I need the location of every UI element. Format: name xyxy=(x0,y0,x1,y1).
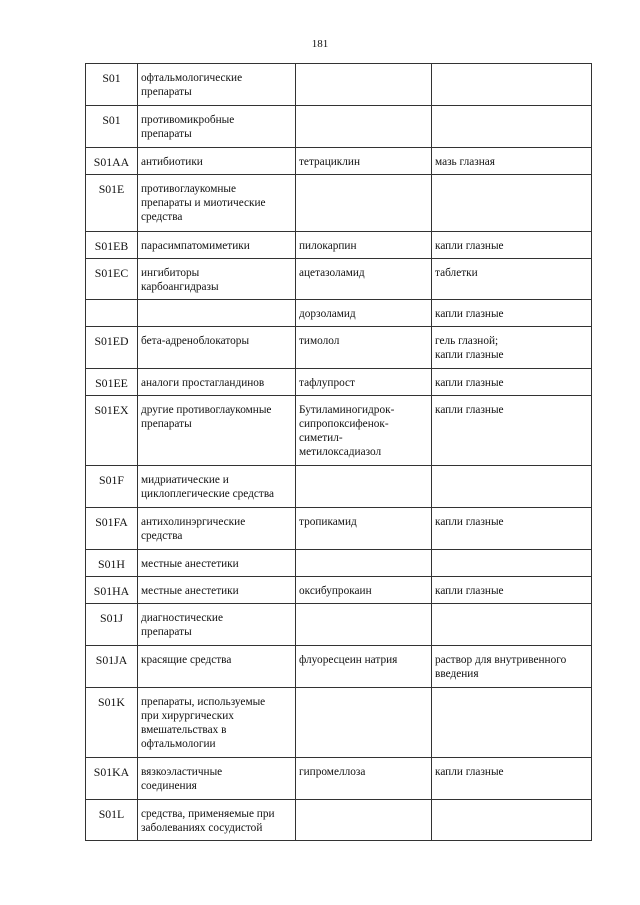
atc-code-cell: S01 xyxy=(86,106,138,148)
group-name-cell: вязкоэластичные соединения xyxy=(138,758,296,800)
drug-name-cell xyxy=(296,604,432,646)
dosage-form-cell xyxy=(432,550,592,577)
table-row xyxy=(86,604,592,646)
group-name-cell: противоглаукомные препараты и миотические средства xyxy=(138,175,296,232)
drug-name-cell: гипромеллоза xyxy=(296,758,432,800)
drug-name-cell: тафлупрост xyxy=(296,369,432,396)
group-name-cell xyxy=(138,300,296,327)
group-name-cell: препараты, используемые при хирургических вмешательствах в офтальмологии xyxy=(138,688,296,758)
atc-code-cell: S01E xyxy=(86,175,138,232)
atc-code-cell: S01KA xyxy=(86,758,138,800)
table-row xyxy=(86,259,592,300)
dosage-form-cell: капли глазные xyxy=(432,369,592,396)
group-name-cell: ингибиторы карбоангидразы xyxy=(138,259,296,300)
table-row xyxy=(86,800,592,841)
table-row xyxy=(86,758,592,800)
table-row xyxy=(86,232,592,259)
group-name-cell: другие противоглаукомные препараты xyxy=(138,396,296,466)
dosage-form-cell: капли глазные xyxy=(432,508,592,550)
table-row xyxy=(86,688,592,758)
dosage-form-cell xyxy=(432,64,592,106)
table-row xyxy=(86,327,592,369)
group-name-cell: мидриатические и циклоплегические средства xyxy=(138,466,296,508)
dosage-form-cell xyxy=(432,604,592,646)
atc-code-cell: S01EC xyxy=(86,259,138,300)
table-row xyxy=(86,106,592,148)
table-row xyxy=(86,175,592,232)
drug-name-cell xyxy=(296,466,432,508)
atc-code-cell: S01 xyxy=(86,64,138,106)
atc-code-cell: S01JA xyxy=(86,646,138,688)
group-name-cell: офтальмологические препараты xyxy=(138,64,296,106)
drug-name-cell: ацетазоламид xyxy=(296,259,432,300)
dosage-form-cell: таблетки xyxy=(432,259,592,300)
group-name-cell: диагностические препараты xyxy=(138,604,296,646)
table-row xyxy=(86,550,592,577)
drug-name-cell: флуоресцеин натрия xyxy=(296,646,432,688)
dosage-form-cell xyxy=(432,175,592,232)
table-row xyxy=(86,508,592,550)
drug-name-cell xyxy=(296,64,432,106)
group-name-cell: бета-адреноблокаторы xyxy=(138,327,296,369)
atc-code-cell xyxy=(86,300,138,327)
table-row xyxy=(86,466,592,508)
drug-name-cell: тетрациклин xyxy=(296,148,432,175)
dosage-form-cell xyxy=(432,106,592,148)
atc-code-cell: S01L xyxy=(86,800,138,841)
group-name-cell: антибиотики xyxy=(138,148,296,175)
dosage-form-cell: капли глазные xyxy=(432,758,592,800)
group-name-cell: местные анестетики xyxy=(138,577,296,604)
group-name-cell: антихолинэргические средства xyxy=(138,508,296,550)
drug-name-cell xyxy=(296,800,432,841)
group-name-cell: средства, применяемые при заболеваниях сосудистой xyxy=(138,800,296,841)
drug-name-cell: пилокарпин xyxy=(296,232,432,259)
table-row xyxy=(86,577,592,604)
atc-code-cell: S01H xyxy=(86,550,138,577)
drug-name-cell: дорзоламид xyxy=(296,300,432,327)
dosage-form-cell: капли глазные xyxy=(432,232,592,259)
drug-name-cell xyxy=(296,688,432,758)
group-name-cell: местные анестетики xyxy=(138,550,296,577)
dosage-form-cell: раствор для внутривенного введения xyxy=(432,646,592,688)
table-body xyxy=(86,64,592,841)
group-name-cell: парасимпатомиметики xyxy=(138,232,296,259)
table-row xyxy=(86,64,592,106)
drug-classification-table xyxy=(85,63,592,841)
drug-name-cell: оксибупрокаин xyxy=(296,577,432,604)
dosage-form-cell xyxy=(432,466,592,508)
atc-code-cell: S01J xyxy=(86,604,138,646)
drug-name-cell: тимолол xyxy=(296,327,432,369)
drug-name-cell xyxy=(296,550,432,577)
atc-code-cell: S01EB xyxy=(86,232,138,259)
dosage-form-cell: капли глазные xyxy=(432,300,592,327)
dosage-form-cell xyxy=(432,688,592,758)
page-number: 181 xyxy=(311,38,329,50)
atc-code-cell: S01ED xyxy=(86,327,138,369)
atc-code-cell: S01EX xyxy=(86,396,138,466)
dosage-form-cell: гель глазной; капли глазные xyxy=(432,327,592,369)
drug-name-cell xyxy=(296,175,432,232)
table-row xyxy=(86,300,592,327)
atc-code-cell: S01AA xyxy=(86,148,138,175)
drug-name-cell: Бутиламиногидрок- сипропоксифенок- симетил- метилоксадиазол xyxy=(296,396,432,466)
group-name-cell: красящие средства xyxy=(138,646,296,688)
table-row xyxy=(86,369,592,396)
table-row xyxy=(86,396,592,466)
atc-code-cell: S01FA xyxy=(86,508,138,550)
group-name-cell: противомикробные препараты xyxy=(138,106,296,148)
atc-code-cell: S01HA xyxy=(86,577,138,604)
atc-code-cell: S01K xyxy=(86,688,138,758)
atc-code-cell: S01EE xyxy=(86,369,138,396)
drug-name-cell: тропикамид xyxy=(296,508,432,550)
table-row xyxy=(86,148,592,175)
table-row xyxy=(86,646,592,688)
atc-code-cell: S01F xyxy=(86,466,138,508)
dosage-form-cell: капли глазные xyxy=(432,577,592,604)
drug-name-cell xyxy=(296,106,432,148)
dosage-form-cell: капли глазные xyxy=(432,396,592,466)
dosage-form-cell xyxy=(432,800,592,841)
group-name-cell: аналоги простагландинов xyxy=(138,369,296,396)
dosage-form-cell: мазь глазная xyxy=(432,148,592,175)
